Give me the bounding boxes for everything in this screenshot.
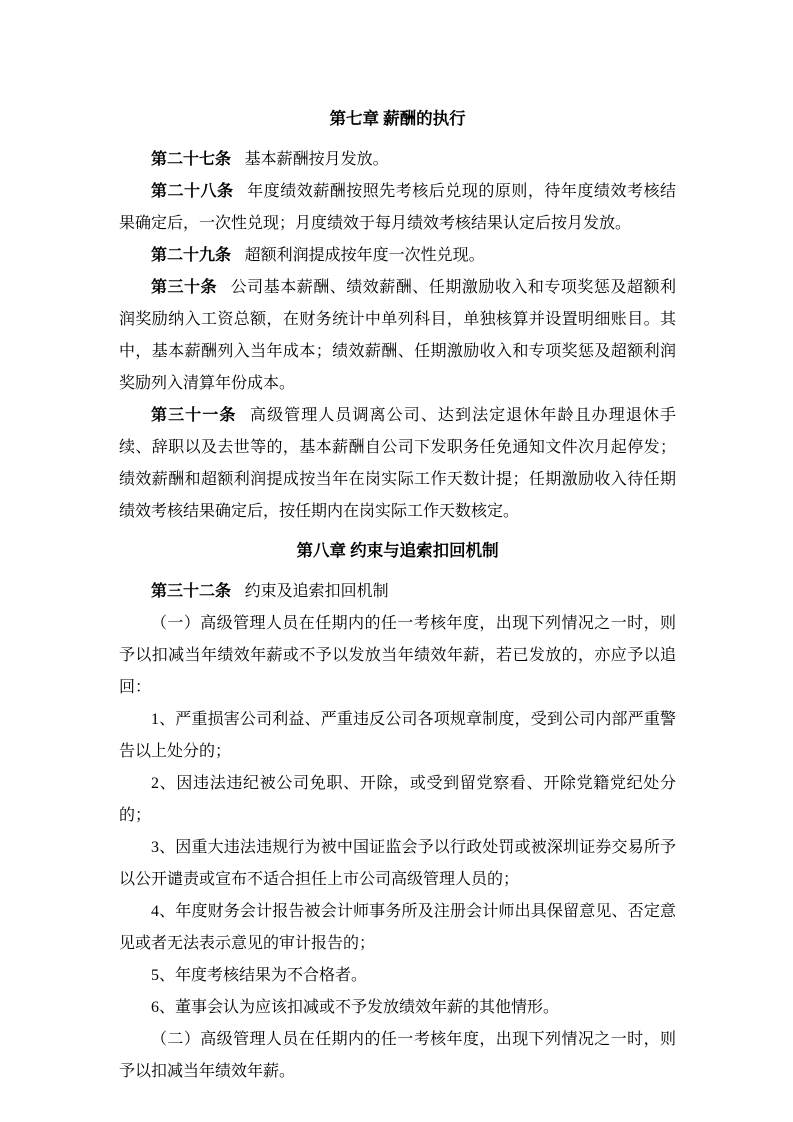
- clause-text: 公司基本薪酬、绩效薪酬、任期激励收入和专项奖惩及超额利润奖励纳入工资总额，在财务统计中单列科目，单独核算并设置明细账目。其中，基本薪酬列入当年成本；绩效薪酬、任期激励收入和专项奖惩及超额利润奖励列入清算年份成本。: [119, 279, 676, 392]
- clause-number: 第二十九条: [151, 247, 232, 264]
- clause-text: 2、因违法违纪被公司免职、开除，或受到留党察看、开除党籍党纪处分的；: [119, 775, 676, 824]
- paragraph: [119, 144, 676, 176]
- paragraph: [119, 832, 676, 896]
- paragraph: [119, 272, 676, 400]
- clause-text: 高级管理人员调离公司、达到法定退休年龄且办理退休手续、辞职以及去世等的，基本薪酬自公司下发职务任免通知文件次月起停发；绩效薪酬和超额利润提成按当年在岗实际工作天数计提；任期激励收入待任期绩效考核结果确定后，按任期内在岗实际工作天数核定。: [119, 407, 676, 520]
- paragraph: [119, 400, 676, 528]
- chapter-heading: 第七章 薪酬的执行: [329, 109, 466, 128]
- paragraph: [119, 992, 676, 1024]
- paragraph: [119, 608, 676, 704]
- clause-text: （二）高级管理人员在任期内的任一考核年度，出现下列情况之一时，则予以扣减当年绩效年薪。: [119, 1031, 676, 1080]
- paragraph: [119, 240, 676, 272]
- paragraph: [119, 896, 676, 960]
- clause-number: 第三十二条: [151, 583, 232, 600]
- clause-text: 约束及追索扣回机制: [244, 583, 389, 600]
- clause-text: 4、年度财务会计报告被会计师事务所及注册会计师出具保留意见、否定意见或者无法表示意见的审计报告的；: [119, 903, 676, 952]
- paragraph: [119, 576, 676, 608]
- clause-text: 5、年度考核结果为不合格者。: [151, 967, 368, 984]
- clause-number: 第二十八条: [151, 183, 234, 200]
- clause-text: 6、董事会认为应该扣减或不予发放绩效年薪的其他情形。: [151, 999, 560, 1016]
- clause-text: 3、因重大违法违规行为被中国证监会予以行政处罚或被深圳证券交易所予以公开谴责或宣布不适合担任上市公司高级管理人员的；: [119, 839, 676, 888]
- clause-number: 第二十七条: [151, 151, 232, 168]
- clause-text: （一）高级管理人员在任期内的任一考核年度，出现下列情况之一时，则予以扣减当年绩效年薪或不予以发放当年绩效年薪，若已发放的，亦应予以追回：: [119, 615, 676, 696]
- clause-text: 1、严重损害公司利益、严重违反公司各项规章制度，受到公司内部严重警告以上处分的；: [119, 711, 676, 760]
- chapter-heading: 第八章 约束与追索扣回机制: [296, 541, 499, 560]
- paragraph: [119, 960, 676, 992]
- clause-number: 第三十一条: [151, 407, 237, 424]
- paragraph: [119, 768, 676, 832]
- clause-number: 第三十条: [151, 279, 218, 296]
- paragraph: [119, 704, 676, 768]
- paragraph: [119, 176, 676, 240]
- paragraph: [119, 1024, 676, 1088]
- clause-text: 基本薪酬按月发放。: [244, 151, 389, 168]
- clause-text: 年度绩效薪酬按照先考核后兑现的原则，待年度绩效考核结果确定后，一次性兑现；月度绩效于每月绩效考核结果认定后按月发放。: [119, 183, 676, 232]
- clause-text: 超额利润提成按年度一次性兑现。: [244, 247, 485, 264]
